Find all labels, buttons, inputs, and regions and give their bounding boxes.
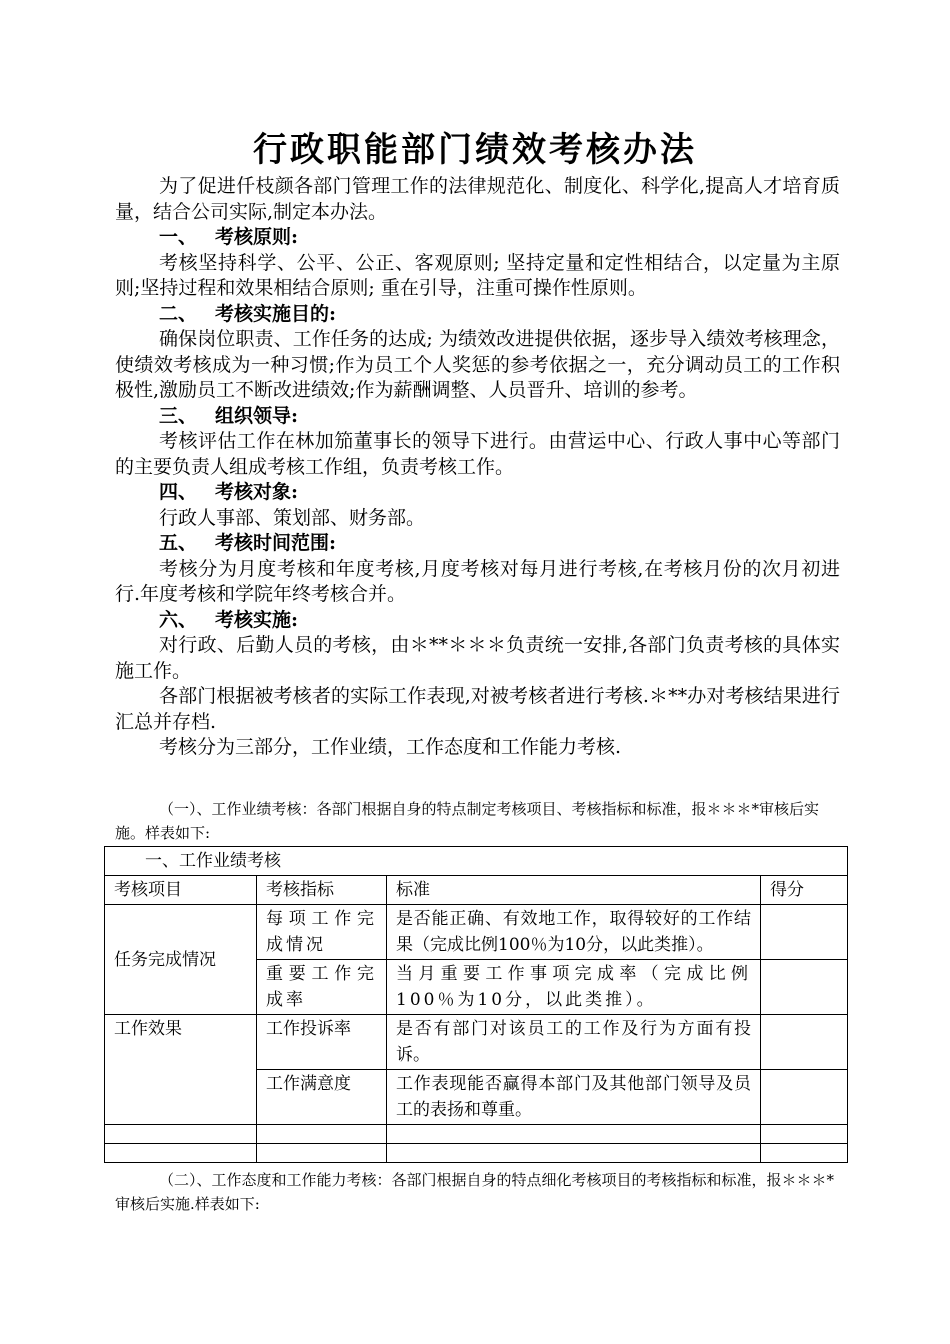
table-cell-score	[761, 1070, 848, 1125]
section-heading-2: 二、 考核实施目的:	[159, 302, 337, 325]
section-paragraph: 对行政、后勤人员的考核，由＊**＊＊＊负责统一安排,各部门负责考核的具体实施工作。	[115, 634, 840, 682]
table-cell-empty	[761, 1144, 848, 1163]
table-row	[105, 905, 848, 960]
table-cell-indicator: 每项工作完成情况	[257, 905, 387, 960]
section-paragraph: 考核评估工作在林加笳董事长的领导下进行。由营运中心、行政人事中心等部门的主要负责人组成考核工作组，负责考核工作。	[115, 430, 840, 478]
section-paragraph: 考核分为三部分，工作业绩，工作态度和工作能力考核.	[159, 736, 622, 758]
table-caption: 一、工作业绩考核	[105, 847, 848, 876]
section-heading-3: 三、 组织领导:	[159, 404, 299, 427]
section-paragraph: 行政人事部、策划部、财务部。	[159, 506, 426, 529]
table-header: 考核项目	[105, 876, 257, 905]
table-cell-indicator: 重要工作完成率	[257, 960, 387, 1015]
table-cell-standard: 当月重要工作事项完成率（完成比例100％为10分，以此类推）。	[387, 960, 761, 1015]
section-heading-5: 五、 考核时间范围:	[159, 532, 337, 554]
section-paragraph: 考核分为月度考核和年度考核,月度考核对每月进行考核,在考核月份的次月初进行.年度考核和学院年终考核合并。	[115, 557, 840, 605]
table-cell-standard: 工作表现能否赢得本部门及其他部门领导及员工的表扬和尊重。	[387, 1070, 761, 1125]
table-cell-indicator: 工作满意度	[257, 1070, 387, 1125]
table-row-empty	[105, 1144, 848, 1163]
section-paragraph: 考核坚持科学、公平、公正、客观原则; 坚持定量和定性相结合，以定量为主原则;坚持过程和效果相结合原则; 重在引导，注重可操作性原则。	[115, 251, 840, 299]
table-caption-row	[105, 847, 848, 876]
table-cell-item: 工作效果	[105, 1015, 257, 1125]
table-cell-score	[761, 1015, 848, 1070]
table-cell-standard: 是否能正确、有效地工作，取得较好的工作结果（完成比例100％为10分，以此类推）。	[387, 905, 761, 960]
document-body	[115, 174, 840, 761]
table-cell-score	[761, 960, 848, 1015]
section-heading-4: 四、 考核对象:	[159, 481, 299, 503]
table-cell-empty	[761, 1125, 848, 1144]
table-cell-standard: 是否有部门对该员工的工作及行为方面有投诉。	[387, 1015, 761, 1070]
section-paragraph: 各部门根据被考核者的实际工作表现,对被考核者进行考核.＊**办对考核结果进行汇总并存档.	[115, 685, 840, 733]
table-header: 得分	[761, 876, 848, 905]
table-cell-empty	[387, 1144, 761, 1163]
section-heading-1: 一、 考核原则:	[159, 226, 299, 248]
intro-paragraph: 为了促进仟枝颜各部门管理工作的法律规范化、制度化、科学化,提高人才培育质量，结合公司实际,制定本办法。	[115, 175, 840, 223]
table-cell-item: 任务完成情况	[105, 905, 257, 1015]
table-cell-empty	[105, 1125, 257, 1144]
note-attitude-ability: （二）、工作态度和工作能力考核：各部门根据自身的特点细化考核项目的考核指标和标准，报＊＊＊*审核后实施.样表如下:	[115, 1171, 835, 1213]
table-cell-indicator: 工作投诉率	[257, 1015, 387, 1070]
table-header: 标准	[387, 876, 761, 905]
performance-evaluation-table	[104, 846, 848, 1163]
section-paragraph: 确保岗位职责、工作任务的达成; 为绩效改进提供依据，逐步导入绩效考核理念，使绩效考核成为一种习惯;作为员工个人奖惩的参考依据之一，充分调动员工的工作积极性,激励员工不断改进绩效;作为薪酬调整、人员晋升、培训的参考。	[115, 328, 840, 401]
table-cell-empty	[105, 1144, 257, 1163]
note-performance: （一）、工作业绩考核：各部门根据自身的特点制定考核项目、考核指标和标准，报＊＊＊*审核后实施。样表如下:	[115, 800, 820, 842]
table-cell-empty	[387, 1125, 761, 1144]
table-row	[105, 1015, 848, 1070]
table-header-row	[105, 876, 848, 905]
table-cell-score	[761, 905, 848, 960]
table-header: 考核指标	[257, 876, 387, 905]
table-row-empty	[105, 1125, 848, 1144]
section-heading-6: 六、 考核实施:	[159, 608, 299, 631]
table-cell-empty	[257, 1125, 387, 1144]
table-cell-empty	[257, 1144, 387, 1163]
document-title: 行政职能部门绩效考核办法	[253, 130, 697, 170]
